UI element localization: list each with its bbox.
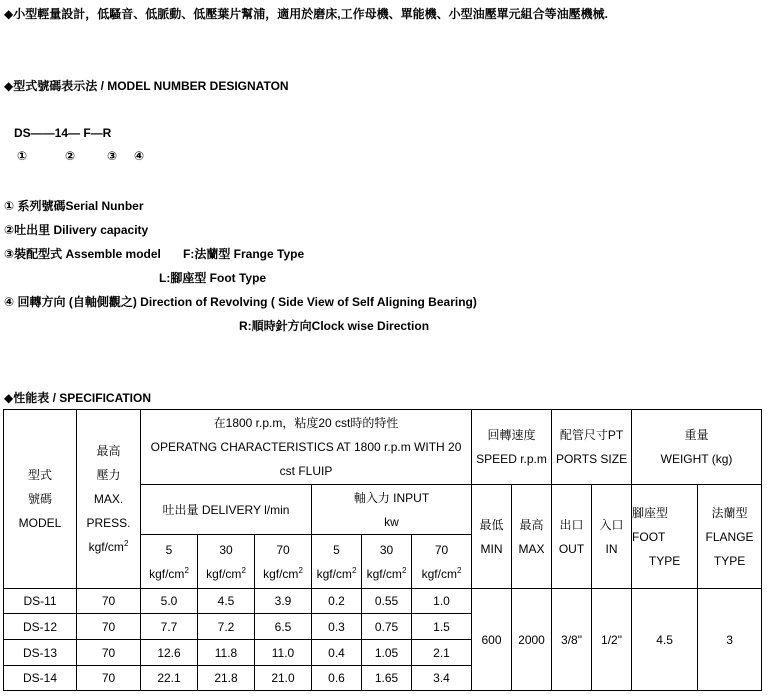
cell-delivery-70: 21.0	[255, 666, 312, 691]
cell-port-out: 3/8"	[552, 589, 592, 691]
cell-pressure: 70	[77, 589, 141, 614]
header-max: 最高 MAX	[512, 485, 552, 589]
cell-input-30: 1.65	[362, 666, 412, 691]
cell-delivery-30: 21.8	[198, 666, 255, 691]
cell-model: DS-11	[4, 589, 77, 614]
header-i5: 5 kgf/$cm^2$	[312, 535, 362, 589]
cell-weight-flange: 3	[698, 589, 762, 691]
cell-pressure: 70	[77, 614, 141, 640]
header-d30: 30 kgf/$cm^2$	[198, 535, 255, 589]
cell-input-5: 0.3	[312, 614, 362, 640]
marker-2: ②	[65, 149, 76, 163]
cell-port-in: 1/2"	[592, 589, 632, 691]
cell-delivery-30: 4.5	[198, 589, 255, 614]
cell-delivery-5: 12.6	[141, 640, 198, 666]
header-out: 出口 OUT	[552, 485, 592, 589]
marker-1: ①	[17, 149, 28, 163]
cell-delivery-30: 11.8	[198, 640, 255, 666]
header-foot: 腳座型 FOOT TYPE	[632, 485, 698, 589]
cell-delivery-30: 7.2	[198, 614, 255, 640]
legend-item-4: ④ 回轉方向 (自軸側觀之) Direction of Revolving ( Side View of Self Aligning Bearing)	[4, 295, 477, 309]
cell-delivery-5: 22.1	[141, 666, 198, 691]
designation-code: DS——14— F—R	[14, 126, 112, 140]
cell-input-30: 0.55	[362, 589, 412, 614]
marker-3: ③	[107, 149, 118, 163]
legend-item-2: ②吐出里 Dilivery capacity	[4, 223, 149, 237]
cell-weight-foot: 4.5	[632, 589, 698, 691]
cell-input-30: 1.05	[362, 640, 412, 666]
header-weight: 重量 WEIGHT (kg)	[632, 410, 762, 485]
cell-input-5: 0.2	[312, 589, 362, 614]
header-d70: 70 kgf/$cm^2$	[255, 535, 312, 589]
header-delivery: 吐出量 DELIVERY l/min	[141, 485, 312, 535]
header-in: 入口 IN	[592, 485, 632, 589]
cell-input-70: 1.0	[412, 589, 472, 614]
cell-pressure: 70	[77, 640, 141, 666]
legend-item-3-foot: L:腳座型 Foot Type	[159, 271, 267, 285]
header-i70: 70 kgf/$cm^2$	[412, 535, 472, 589]
cell-input-30: 0.75	[362, 614, 412, 640]
cell-speed-min: 600	[472, 589, 512, 691]
cell-input-70: 2.1	[412, 640, 472, 666]
header-speed: 回轉速度 SPEED r.p.m	[472, 410, 552, 485]
legend-item-1: ① 系列號碼Serial Nunber	[4, 199, 144, 213]
cell-delivery-70: 3.9	[255, 589, 312, 614]
cell-model: DS-14	[4, 666, 77, 691]
header-model: 型式 號碼 MODEL	[4, 410, 77, 589]
cell-input-5: 0.6	[312, 666, 362, 691]
cell-delivery-70: 6.5	[255, 614, 312, 640]
header-pressure: 最高 壓力 MAX. PRESS. kgf/$cm^2$	[77, 410, 141, 589]
header-flange: 法蘭型 FLANGE TYPE	[698, 485, 762, 589]
legend-item-4-direction: R:順時針方向Clock wise Direction	[239, 319, 430, 333]
specification-table	[3, 409, 762, 691]
marker-4: ④	[134, 149, 145, 163]
header-min: 最低 MIN	[472, 485, 512, 589]
header-ports: 配管尺寸PT PORTS SIZE	[552, 410, 632, 485]
header-operating: 在1800 r.p.m，粘度20 cst時的特性 OPERATNG CHARACTERISTICS AT 1800 r.p.m WITH 20 cst FLUIP	[141, 410, 472, 485]
model-heading: ◆型式號碼表示法 / MODEL NUMBER DESIGNATON	[4, 79, 289, 93]
cell-input-70: 3.4	[412, 666, 472, 691]
header-d5: 5 kgf/$cm^2$	[141, 535, 198, 589]
header-input: 軸入力 INPUT kw	[312, 485, 472, 535]
cell-input-5: 0.4	[312, 640, 362, 666]
cell-pressure: 70	[77, 666, 141, 691]
spec-heading: ◆性能表 / SPECIFICATION	[4, 391, 152, 405]
cell-delivery-70: 11.0	[255, 640, 312, 666]
table-row	[4, 589, 762, 614]
legend-item-3-flange: F:法蘭型 Frange Type	[183, 247, 305, 261]
intro-text: ◆小型輕量設計，低騷音、低脈動、低壓葉片幫浦，適用於磨床,工作母機、單能機、小型油壓單元組合等油壓機械.	[4, 7, 608, 21]
cell-delivery-5: 7.7	[141, 614, 198, 640]
cell-speed-max: 2000	[512, 589, 552, 691]
cell-model: DS-12	[4, 614, 77, 640]
header-i30: 30 kgf/$cm^2$	[362, 535, 412, 589]
legend-item-3: ③裝配型式 Assemble model	[4, 247, 161, 261]
cell-delivery-5: 5.0	[141, 589, 198, 614]
cell-input-70: 1.5	[412, 614, 472, 640]
cell-model: DS-13	[4, 640, 77, 666]
